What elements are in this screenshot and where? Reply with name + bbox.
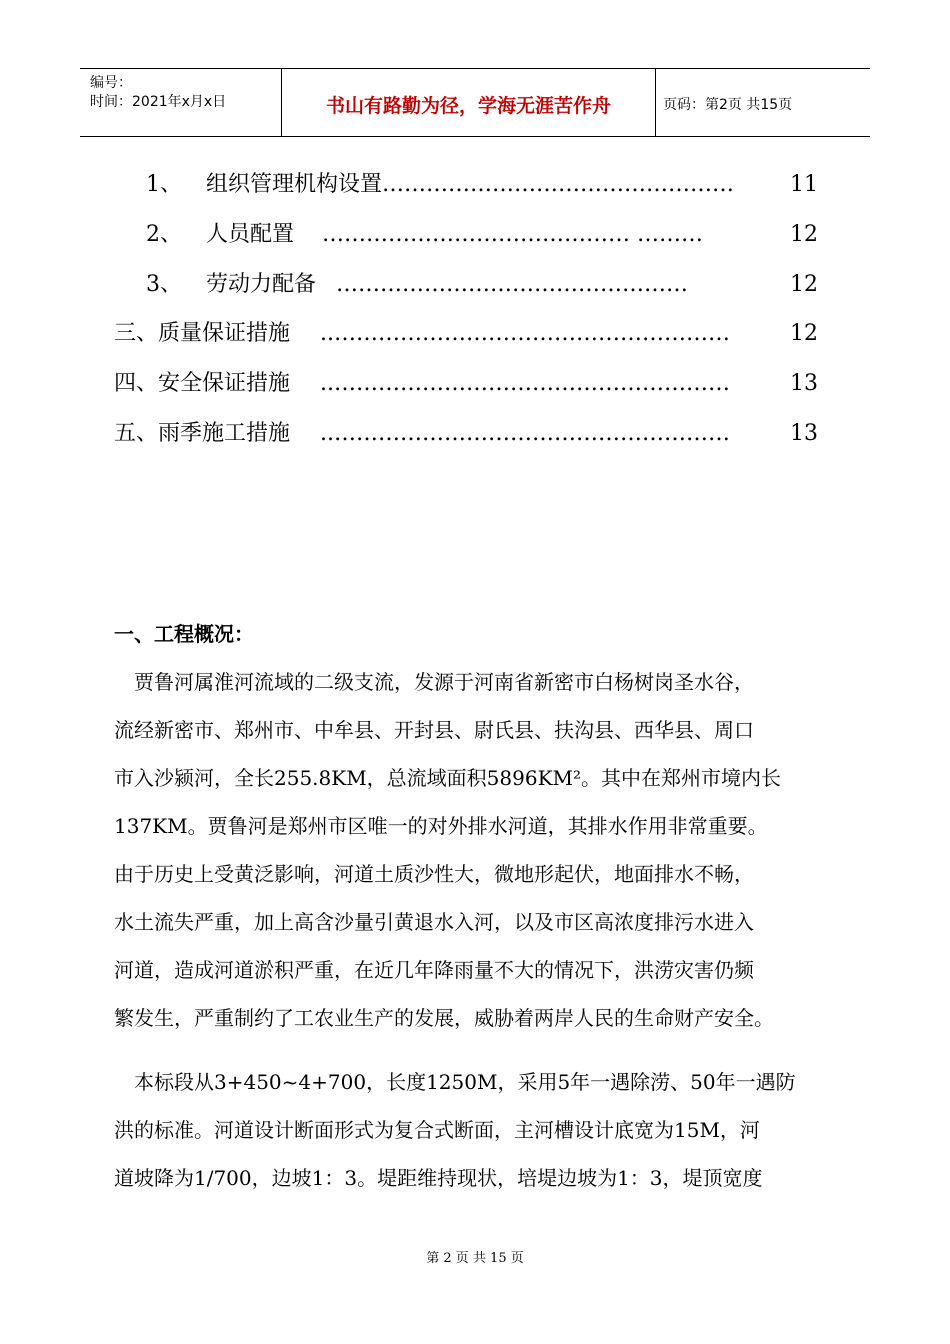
toc-leader: ..……………………………………………… [320,321,730,346]
code-label: 编号： [90,75,132,91]
toc-page: 12 [790,321,818,346]
toc-title: 组织管理机构设置 [206,172,383,197]
toc-item[interactable] [114,419,818,449]
header-info-cell [80,69,281,136]
paragraph-line: 由于历史上受黄泛影响，河道土质沙性大，微地形起伏，地面排水不畅， [114,862,754,886]
header-page-cell [655,69,870,136]
toc-title: 五、雨季施工措施 [114,421,291,446]
toc-title: 人员配置 [206,222,295,247]
paragraph-line: 本标段从3+450~4+700，长度1250M，采用5年一遇除涝、50年一遇防 [114,1070,796,1094]
header-motto-cell [281,69,656,136]
page-footer: 第 2 页 共 15 页 [426,1251,524,1266]
toc-item[interactable] [146,270,818,300]
paragraph-line: 繁发生，严重制约了工农业生产的发展，威胁着两岸人民的生命财产安全。 [114,1006,774,1030]
toc-leader: ………………………………………… [336,272,688,297]
toc-page: 12 [790,222,818,247]
paragraph-line: 洪的标准。河道设计断面形式为复合式断面，主河槽设计底宽为15M，河 [114,1118,760,1142]
section-heading: 一、工程概况： [114,622,254,646]
toc-title: 四、安全保证措施 [114,371,291,396]
toc-number: 3、 [146,272,182,297]
paragraph-line: 137KM。贾鲁河是郑州市区唯一的对外排水河道，其排水作用非常重要。 [114,814,768,838]
toc-item[interactable] [146,170,818,200]
paragraph-line: 流经新密市、郑州市、中牟县、开封县、尉氏县、扶沟县、西华县、周口 [114,718,754,742]
toc-page: 13 [790,421,818,446]
motto: 书山有路勤为径，学海无涯苦作舟 [325,95,611,117]
paragraph-line: 道坡降为1/700，边坡1：3。堤距维持现状，培堤边坡为1：3，堤顶宽度 [114,1166,763,1190]
paragraph-line: 市入沙颍河，全长255.8KM，总流域面积5896KM²。其中在郑州市境内长 [114,766,782,790]
toc-title: 三、质量保证措施 [114,321,291,346]
toc-item[interactable] [114,369,818,399]
paragraph-line: 贾鲁河属淮河流域的二级支流，发源于河南省新密市白杨树岗圣水谷， [114,670,754,694]
paragraph-scope [114,1058,838,1202]
toc-page: 12 [790,272,818,297]
page-info: 页码：第2页 共15页 [663,97,793,113]
time-label: 时间：2021年x月x日 [90,94,227,110]
toc-title: 劳动力配备 [206,272,317,297]
toc-number: 1、 [146,172,182,197]
toc-item[interactable] [114,319,818,349]
toc-item[interactable] [146,220,818,250]
toc-number: 2、 [146,222,182,247]
paragraph-line: 水土流失严重，加上高含沙量引黄退水入河，以及市区高浓度排污水进入 [114,910,754,934]
toc-leader: ………………………………………… [382,172,734,197]
page-header [80,68,870,137]
paragraph-overview [114,658,838,1042]
toc-page: 11 [790,172,818,197]
paragraph-line: 河道，造成河道淤积严重，在近几年降雨量不大的情况下，洪涝灾害仍频 [114,958,754,982]
toc-leader: ..……………………………………………… [320,421,730,446]
toc-leader: …………………………………… ……… [322,222,703,247]
toc-leader: ..……………………………………………… [320,371,730,396]
toc-page: 13 [790,371,818,396]
